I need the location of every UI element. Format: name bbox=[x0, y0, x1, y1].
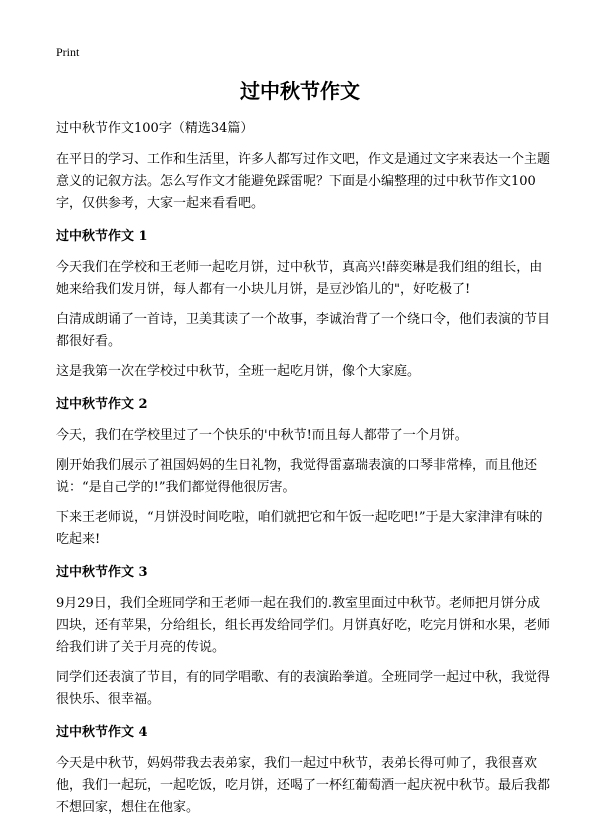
paragraph: 下来王老师说，“月饼没时间吃啦，咱们就把它和午饭一起吃吧!”于是大家津津有味的吃起来! bbox=[56, 510, 543, 547]
print-link[interactable]: Print bbox=[56, 45, 80, 59]
paragraph: 今天是中秋节，妈妈带我去表弟家，我们一起过中秋节，表弟长得可帅了，我很喜欢他，我们一起玩，一起吃饭，吃月饼，还喝了一杯红葡萄酒一起庆祝中秋节。最后我都不想回家，想住在他家。 bbox=[56, 756, 551, 815]
article-subtitle: 过中秋节作文100字（精选34篇） bbox=[56, 121, 254, 136]
essay-section-3 bbox=[56, 563, 550, 711]
article-body bbox=[56, 119, 550, 827]
paragraph: 白清成朗诵了一首诗，卫美萁读了一个故事，李诚治背了一个绕口令，他们表演的节目都很好看。 bbox=[56, 312, 551, 349]
page-title: 过中秋节作文 bbox=[240, 79, 360, 103]
section-heading: 过中秋节作文 1 bbox=[56, 229, 148, 244]
paragraph: 今天我们在学校和王老师一起吃月饼，过中秋节，真高兴!薛奕琳是我们组的组长，由她来给我们发月饼，每人都有一小块儿月饼，是豆沙馅儿的"，好吃极了! bbox=[56, 260, 543, 297]
section-heading: 过中秋节作文 2 bbox=[56, 397, 148, 412]
essay-section-4 bbox=[56, 723, 550, 819]
paragraph: 同学们还表演了节目，有的同学唱歌、有的表演跆拳道。全班同学一起过中秋，我觉得很快乐、很幸福。 bbox=[56, 670, 551, 707]
paragraph: 刚开始我们展示了祖国妈妈的生日礼物，我觉得雷嘉瑞表演的口琴非常棒，而且他还说：“是自己学的!”我们都觉得他很厉害。 bbox=[56, 458, 538, 495]
paragraph: 9月29日，我们全班同学和王老师一起在我们的.教室里面过中秋节。老师把月饼分成四块，还有苹果，分给组长，组长再发给同学们。月饼真好吃，吃完月饼和水果，老师给我们讲了关于月亮的传说。 bbox=[56, 596, 551, 655]
intro-paragraph: 在平日的学习、工作和生活里，许多人都写过作文吧，作文是通过文字来表达一个主题意义的记叙方法。怎么写作文才能避免踩雷呢？下面是小编整理的过中秋节作文100字，仅供参考，大家一起来看看吧。 bbox=[56, 152, 551, 211]
essay-section-1 bbox=[56, 227, 550, 383]
section-heading: 过中秋节作文 3 bbox=[56, 565, 148, 580]
paragraph: 这是我第一次在学校过中秋节，全班一起吃月饼，像个大家庭。 bbox=[56, 364, 421, 379]
section-heading: 过中秋节作文 4 bbox=[56, 725, 148, 740]
essay-section-2 bbox=[56, 395, 550, 551]
paragraph: 今天，我们在学校里过了一个快乐的'中秋节!而且每人都带了一个月饼。 bbox=[56, 428, 468, 443]
